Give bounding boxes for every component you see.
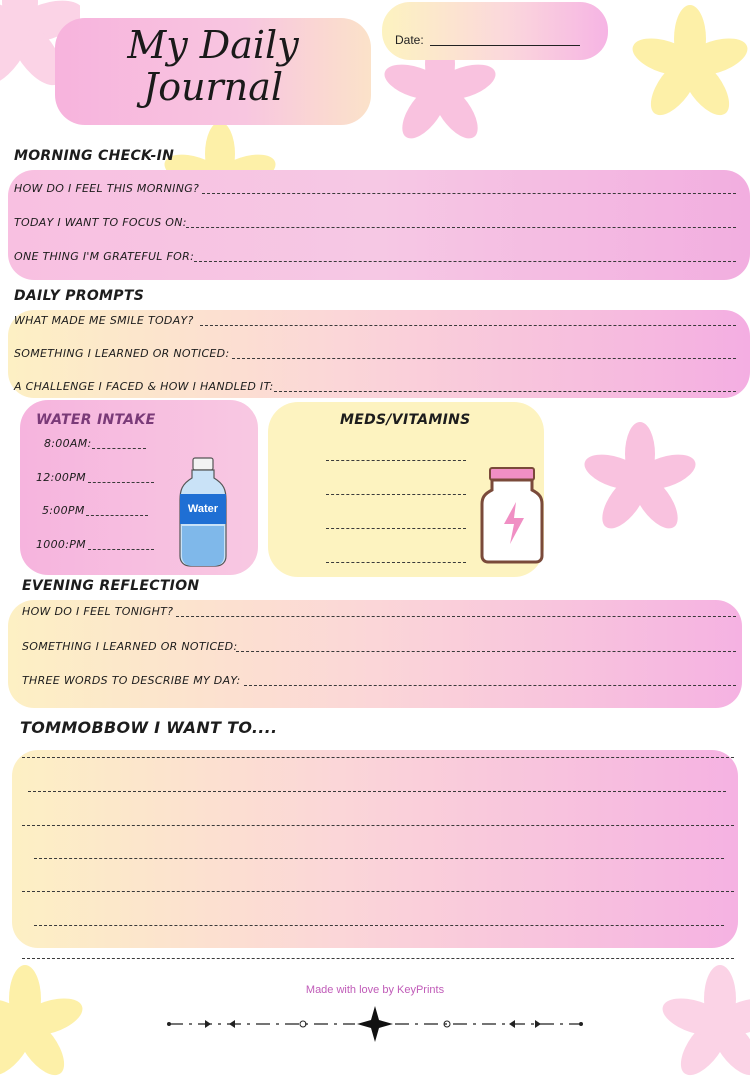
water-entry-1[interactable]	[92, 448, 146, 449]
water-time-3: 5:00PM	[42, 504, 85, 517]
flower-decoration	[630, 5, 750, 125]
tomorrow-section-title: TOMMOBBOW I WANT TO....	[20, 718, 278, 737]
tomorrow-line-2[interactable]	[28, 791, 726, 792]
evening-prompt-2: SOMETHING I LEARNED OR NOTICED:	[22, 640, 238, 653]
morning-prompt-3: ONE THING I'M GRATEFUL FOR:	[14, 250, 195, 263]
date-label: Date:	[395, 33, 424, 47]
flower-decoration	[0, 965, 85, 1085]
daily-answer-2[interactable]	[232, 358, 736, 359]
tomorrow-line-4[interactable]	[34, 858, 724, 859]
water-bottle-label: Water	[187, 503, 219, 515]
vitamin-jar-icon	[480, 466, 546, 564]
water-time-2: 12:00PM	[36, 471, 86, 484]
page-title-line1: My Daily	[127, 23, 299, 67]
flower-decoration	[660, 965, 750, 1085]
morning-prompt-1: HOW DO I FEEL THIS MORNING?	[14, 182, 200, 195]
tomorrow-line-5[interactable]	[22, 891, 734, 892]
meds-entry-2[interactable]	[326, 494, 466, 495]
evening-prompt-1: HOW DO I FEEL TONIGHT?	[22, 605, 174, 618]
daily-answer-3[interactable]	[274, 391, 736, 392]
daily-prompt-3: A CHALLENGE I FACED & HOW I HANDLED IT:	[14, 380, 274, 393]
morning-answer-3[interactable]	[194, 261, 736, 262]
footer-credit: Made with love by KeyPrints	[305, 984, 445, 996]
water-time-1: 8:00AM:	[44, 437, 92, 450]
morning-answer-2[interactable]	[186, 227, 736, 228]
flower-decoration	[580, 420, 700, 540]
ornament-divider	[165, 1004, 585, 1044]
meds-entry-1[interactable]	[326, 460, 466, 461]
water-time-4: 1000:PM	[36, 538, 86, 551]
morning-section-title: MORNING CHECK-IN	[14, 148, 175, 164]
evening-section-title: EVENING REFLECTION	[22, 578, 200, 594]
daily-section-title: DAILY PROMPTS	[14, 288, 145, 304]
page-title	[55, 24, 371, 108]
water-entry-2[interactable]	[88, 482, 154, 483]
water-section-title: WATER INTAKE	[36, 412, 156, 428]
evening-answer-1[interactable]	[176, 616, 736, 617]
date-field[interactable]	[430, 45, 580, 46]
meds-entry-3[interactable]	[326, 528, 466, 529]
date-banner	[382, 2, 608, 60]
tomorrow-line-7[interactable]	[22, 958, 734, 959]
meds-entry-4[interactable]	[326, 562, 466, 563]
page-title-line2: Journal	[142, 65, 284, 109]
tomorrow-line-6[interactable]	[34, 925, 724, 926]
tomorrow-line-3[interactable]	[22, 825, 734, 826]
meds-section-title: MEDS/VITAMINS	[340, 412, 471, 428]
water-entry-3[interactable]	[86, 515, 148, 516]
evening-answer-3[interactable]	[244, 685, 736, 686]
daily-prompt-1: WHAT MADE ME SMILE TODAY?	[14, 314, 194, 327]
morning-prompt-2: TODAY I WANT TO FOCUS ON:	[14, 216, 187, 229]
water-entry-4[interactable]	[88, 549, 154, 550]
tomorrow-line-1[interactable]	[22, 757, 734, 758]
evening-prompt-3: THREE WORDS TO DESCRIBE MY DAY:	[22, 674, 241, 687]
evening-answer-2[interactable]	[236, 651, 736, 652]
morning-answer-1[interactable]	[202, 193, 736, 194]
daily-answer-1[interactable]	[200, 325, 736, 326]
tomorrow-panel	[12, 750, 738, 948]
daily-prompt-2: SOMETHING I LEARNED OR NOTICED:	[14, 347, 230, 360]
